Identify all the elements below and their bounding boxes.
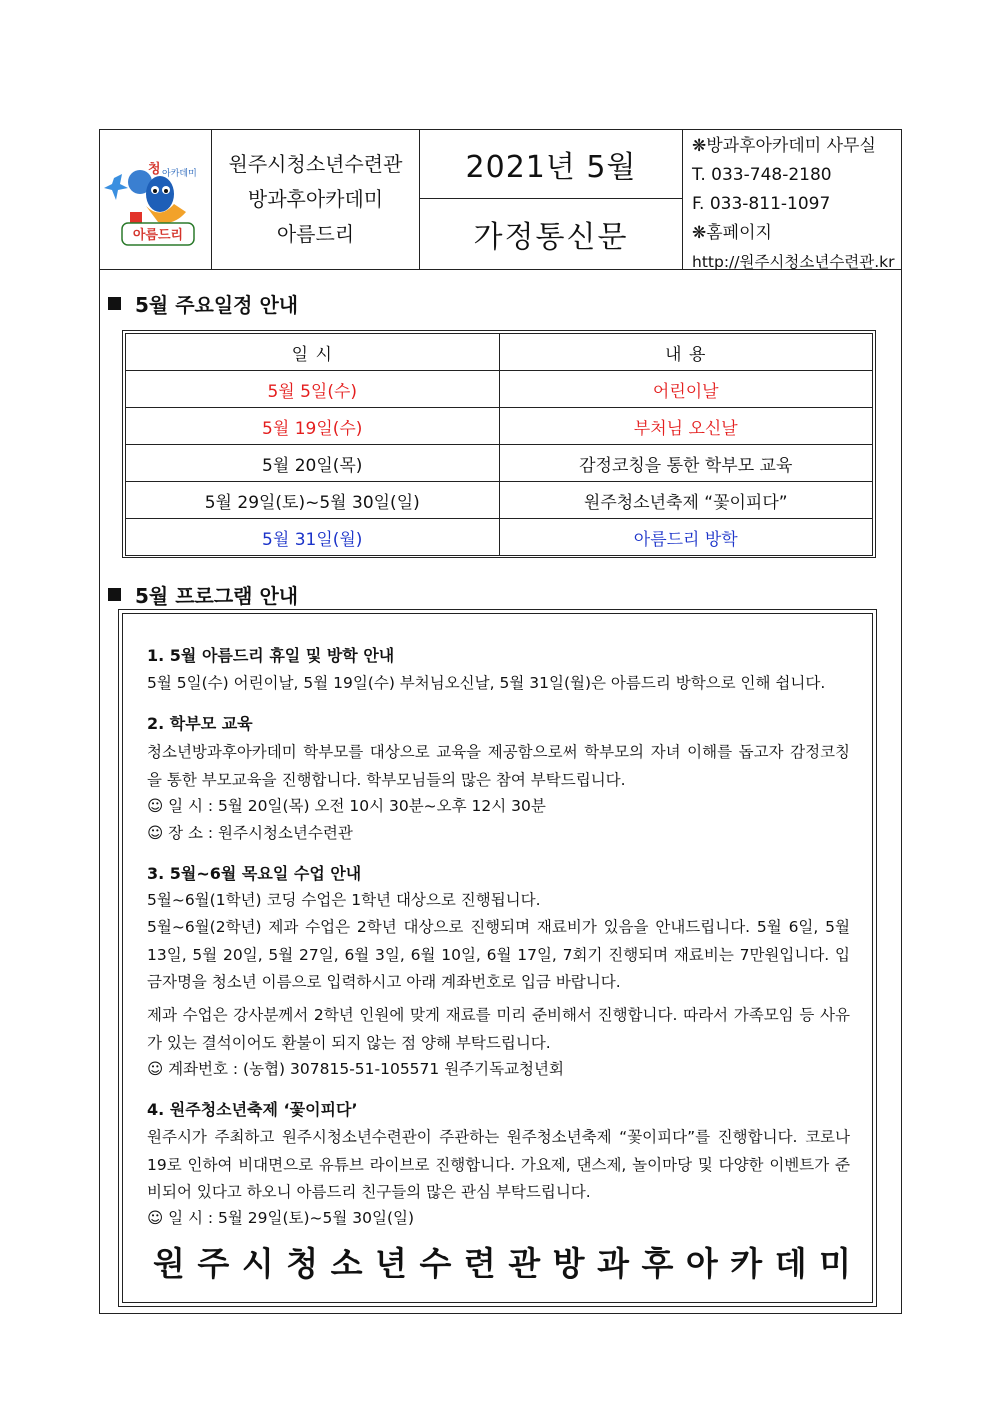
contact-info bbox=[683, 130, 901, 269]
mascot-logo-icon bbox=[100, 130, 212, 269]
footer-char: 수 bbox=[419, 1244, 452, 1283]
program-inner-box bbox=[122, 613, 873, 1303]
section-1-title: 1. 5월 아름드리 휴일 및 방학 안내 bbox=[147, 646, 395, 665]
telephone: T. 033-748-2180 bbox=[692, 165, 832, 185]
schedule-content: 아름드리 방학 bbox=[499, 519, 873, 556]
org-line-2: 방과후아카데미 bbox=[247, 187, 384, 211]
section-1-body: 5월 5일(수) 어린이날, 5월 19일(수) 부처님오신날, 5월 31일(월)은 아름드리 방학으로 인해 쉽니다. bbox=[147, 674, 826, 692]
program-box bbox=[118, 609, 877, 1307]
section-4-time: ☺ 일 시 : 5월 29일(토)~5월 30일(일) bbox=[147, 1209, 415, 1227]
logo-small-text: 아카데미 bbox=[162, 169, 197, 179]
table-row bbox=[126, 445, 873, 482]
schedule-content: 원주청소년축제 “꽃이피다” bbox=[499, 482, 873, 519]
logo-cell bbox=[100, 130, 212, 269]
title-document: 가정통신문 bbox=[473, 220, 629, 255]
schedule-heading bbox=[108, 289, 298, 318]
footer-char: 데 bbox=[774, 1244, 807, 1283]
program-heading bbox=[108, 580, 298, 609]
schedule-content: 어린이날 bbox=[499, 371, 873, 408]
schedule-table bbox=[122, 330, 876, 558]
footer-char: 주 bbox=[197, 1244, 230, 1283]
schedule-heading-text: 5월 주요일정 안내 bbox=[135, 293, 299, 317]
footer-char: 과 bbox=[597, 1244, 629, 1283]
footer-char: 청 bbox=[286, 1244, 319, 1283]
footer-organization-name bbox=[153, 1238, 851, 1285]
schedule-content: 감정코칭을 통한 학부모 교육 bbox=[499, 445, 873, 482]
table-row bbox=[126, 519, 873, 556]
footer-char: 카 bbox=[730, 1244, 763, 1283]
footer-char: 련 bbox=[463, 1244, 496, 1283]
footer-char: 시 bbox=[241, 1244, 274, 1283]
fax: F. 033-811-1097 bbox=[692, 194, 831, 214]
table-header-row bbox=[126, 334, 873, 371]
section-4-body: 원주시가 주최하고 원주시청소년수련관이 주관하는 원주청소년축제 “꽃이피다”를 진행합니다. 코로나 19로 인하여 비대면으로 유튜브 라이브로 진행합니다. 가요제, 댄스제, 놀이마당 및 다양한 이벤트가 준비되어 있다고 하오니 아름드리 친구들의 많은 관심 부탁드립니다. bbox=[147, 1128, 850, 1201]
schedule-date: 5월 29일(토)~5월 30일(일) bbox=[126, 482, 500, 519]
footer-char: 소 bbox=[330, 1244, 363, 1283]
homepage-link[interactable]: http://원주시청소년수련관.kr bbox=[692, 253, 895, 271]
footer-char: 방 bbox=[552, 1244, 585, 1283]
section-4-title: 4. 원주청소년축제 ‘꽃이피다’ bbox=[147, 1100, 358, 1119]
table-row bbox=[126, 408, 873, 445]
org-line-3: 아름드리 bbox=[276, 222, 355, 246]
schedule-date: 5월 20일(목) bbox=[126, 445, 500, 482]
schedule-date: 5월 5일(수) bbox=[126, 371, 500, 408]
table-row bbox=[126, 371, 873, 408]
section-3-account: ☺ 계좌번호 : (농협) 307815-51-105571 원주기독교청년회 bbox=[147, 1060, 564, 1078]
section-2-place: ☺ 장 소 : 원주시청소년수련관 bbox=[147, 824, 353, 842]
schedule-date: 5월 19일(수) bbox=[126, 408, 500, 445]
title-month: 2021년 5월 bbox=[420, 130, 682, 199]
section-3-body-2: 5월~6월(2학년) 제과 수업은 2학년 대상으로 진행되며 재료비가 있음을 안내드립니다. 5월 6일, 5월 13일, 5월 20일, 5월 27일, 6월 3일, 6월 10일, 6월 17일, 7회기 진행되며 재료비는 7만원입니다. 입금자명을 청소년 이름으로 입력하시고 아래 계좌번호로 입금 바랍니다. bbox=[147, 918, 850, 991]
table-row bbox=[126, 482, 873, 519]
organization-name bbox=[212, 130, 420, 269]
square-bullet-icon bbox=[108, 297, 121, 310]
square-bullet-icon bbox=[108, 588, 121, 601]
org-line-1: 원주시청소년수련관 bbox=[228, 152, 403, 176]
title-cell bbox=[420, 130, 683, 269]
footer-char: 원 bbox=[153, 1244, 185, 1283]
section-2-title: 2. 학부모 교육 bbox=[147, 714, 253, 733]
letter-header bbox=[100, 130, 901, 270]
section-3-body-1: 5월~6월(1학년) 코딩 수업은 1학년 대상으로 진행됩니다. bbox=[147, 891, 541, 909]
office-label: ❋방과후아카데미 사무실 bbox=[692, 136, 876, 156]
column-date: 일 시 bbox=[126, 334, 500, 371]
section-3-title: 3. 5월~6월 목요일 수업 안내 bbox=[147, 864, 362, 883]
footer-char: 미 bbox=[819, 1244, 851, 1283]
svg-text:청: 청 bbox=[148, 162, 161, 177]
section-2-time: ☺ 일 시 : 5월 20일(목) 오전 10시 30분~오후 12시 30분 bbox=[147, 797, 546, 815]
homepage-label: ❋홈페이지 bbox=[692, 223, 772, 243]
footer-char: 아 bbox=[685, 1244, 718, 1283]
section-2-body: 청소년방과후아카데미 학부모를 대상으로 교육을 제공함으로써 학부모의 자녀 이해를 돕고자 감정코칭을 통한 부모교육을 진행합니다. 학부모님들의 많은 참여 부탁드립니다. bbox=[147, 743, 850, 789]
footer-char: 후 bbox=[641, 1244, 674, 1283]
program-heading-text: 5월 프로그램 안내 bbox=[135, 584, 299, 608]
schedule-date: 5월 31일(월) bbox=[126, 519, 500, 556]
logo-badge-text: 아름드리 bbox=[132, 228, 184, 243]
column-content: 내 용 bbox=[499, 334, 873, 371]
section-3-body-3: 제과 수업은 강사분께서 2학년 인원에 맞게 재료를 미리 준비해서 진행합니다. 따라서 가족모임 등 사유가 있는 결석이어도 환불이 되지 않는 점 양해 부탁드립니다. bbox=[147, 1006, 850, 1052]
footer-char: 관 bbox=[508, 1244, 541, 1283]
footer-char: 년 bbox=[375, 1244, 407, 1283]
schedule-content: 부처님 오신날 bbox=[499, 408, 873, 445]
